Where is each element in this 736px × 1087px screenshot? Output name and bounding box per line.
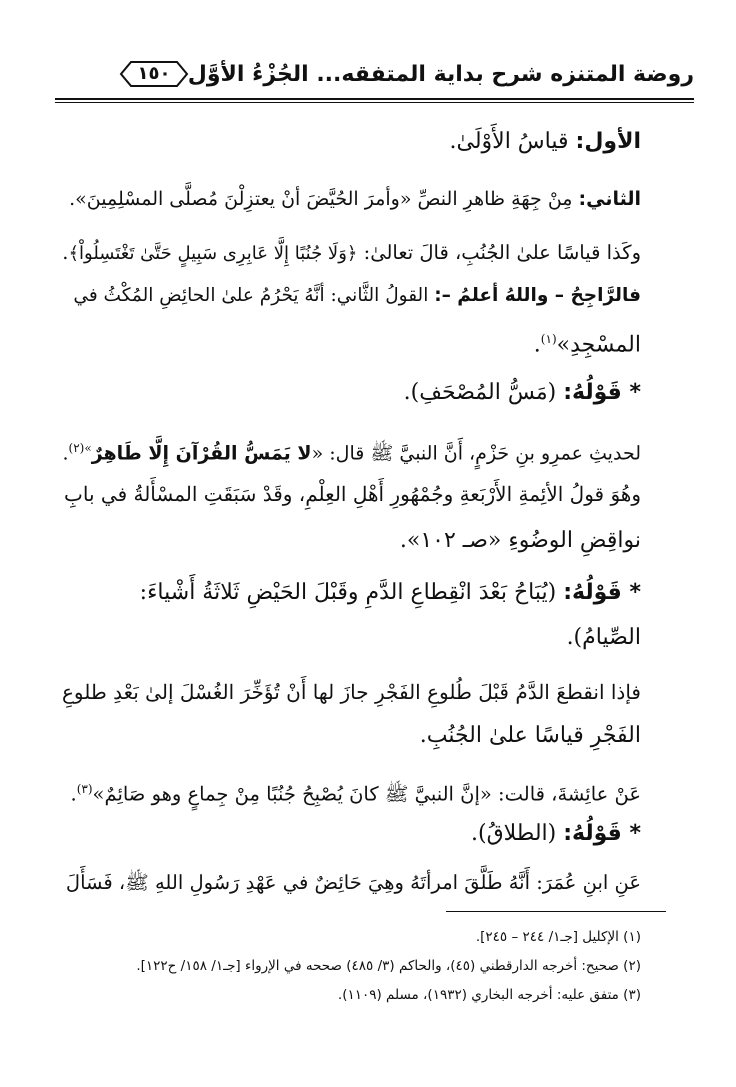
body-line-2: الثاني: مِنْ جِهَةِ ظاهرِ النصِّ «وأمرَ الحُيَّضَ أنْ يعتزِلْنَ مُصلَّى المسْلِمِينَ».	[69, 188, 641, 210]
body-line-14: عَنْ عائِشةَ، قالت: «إنَّ النبيَّ ﷺ كانَ يُصْبِحُ جُنُبًا مِنْ جِماعٍ وهو صَائِمٌ»$^{(٣)}$.	[70, 782, 641, 806]
running-title: روضة المتنزه شرح بداية المتفقه... الجُزْءُ الأوَّل	[187, 62, 694, 87]
body-line-4: فالرَّاجِحُ – واللهُ أعلمُ –: القولُ الثَّاني: أنَّهُ يَحْرُمُ علىٰ الحائِضِ المُكْثُ في	[73, 285, 641, 306]
header-rule-thin	[55, 102, 694, 103]
body-line-8: وهُوَ قولُ الأئِمةِ الأَرْبَعةِ وجُمْهُورِ أَهْلِ العِلْمِ، وقَدْ سَبَقَتِ المسْأَلةُ في بابِ	[64, 482, 641, 506]
body-line-15: * قَوْلُهُ: (الطلاقُ).	[471, 821, 641, 846]
body-line-11: الصِّيامُ).	[566, 625, 641, 650]
body-line-1: الأول: قياسُ الأَوْلَىٰ.	[449, 129, 641, 154]
footnote-ref-3: (٣)	[76, 782, 93, 796]
footnote-1: (١) الإكليل [جـ١/ ٢٤٤ – ٢٤٥].	[475, 929, 641, 945]
body-line-3: وكَذا قياسًا علىٰ الجُنُبِ، قالَ تعالىٰ: ﴿وَلَا جُنُبًا إِلَّا عَابِرِى سَبِيلٍ حَتَّىٰ تَغْتَسِلُواْ﴾.	[62, 241, 641, 264]
body-line-16: عَنِ ابنِ عُمَرَ: أَنَّهُ طَلَّقَ امرأتَهُ وهِيَ حَائِضٌ في عَهْدِ رَسُولِ اللهِ ﷺ، فَسَأَلَ	[65, 871, 641, 894]
body-line-10: * قَوْلُهُ: (يُبَاحُ بَعْدَ انْقِطاعِ الدَّمِ وقَبْلَ الحَيْضِ ثَلاثَةُ أَشْياءَ:	[139, 580, 641, 605]
header-rule	[55, 98, 694, 100]
body-line-7: لحديثِ عمرِو بنِ حَزْمٍ، أَنَّ النبيَّ ﷺ قال: «لا يَمَسُّ القُرْآنَ إِلَّا طَاهِرٌ$^{»(٢)}$.	[62, 441, 641, 465]
body-line-5: المسْجِدِ»$^{(١)}$.	[533, 332, 641, 358]
page-header	[55, 54, 694, 102]
body-line-13: الفَجْرِ قياسًا علىٰ الجُنُبِ.	[419, 723, 641, 748]
footnote-2: (٢) صحيح: أخرجه الدارقطني (٤٥)، والحاكم (٣/ ٤٨٥) صححه في الإرواء [جـ١/ ١٥٨/ ح١٢٢].	[136, 958, 641, 974]
body-line-6: * قَوْلُهُ: (مَسُّ المُصْحَفِ).	[403, 380, 641, 405]
footnote-ref-1: (١)	[540, 332, 557, 346]
footnote-ref-2: »(٢)	[68, 441, 92, 455]
quran-verse: ﴿وَلَا جُنُبًا إِلَّا عَابِرِى سَبِيلٍ حَتَّىٰ تَغْتَسِلُواْ﴾	[68, 243, 358, 264]
page-number-badge	[119, 60, 189, 88]
page-number: ١٥٠	[137, 63, 171, 84]
body-line-9: نواقِضِ الوضُوءِ «صـ ١٠٢».	[399, 528, 641, 553]
body-line-12: فإذا انقطعَ الدَّمُ قَبْلَ طُلوعِ الفَجْرِ جازَ لها أَنْ تُؤَخِّرَ الغُسْلَ إلىٰ بَعْدِ طلوعِ	[61, 680, 641, 704]
hadith-text: لا يَمَسُّ القُرْآنَ إِلَّا طَاهِرٌ	[91, 442, 312, 465]
footnote-3: (٣) متفق عليه: أخرجه البخاري (١٩٣٢)، مسلم (١١٠٩).	[337, 987, 641, 1003]
footnote-separator	[446, 911, 666, 912]
